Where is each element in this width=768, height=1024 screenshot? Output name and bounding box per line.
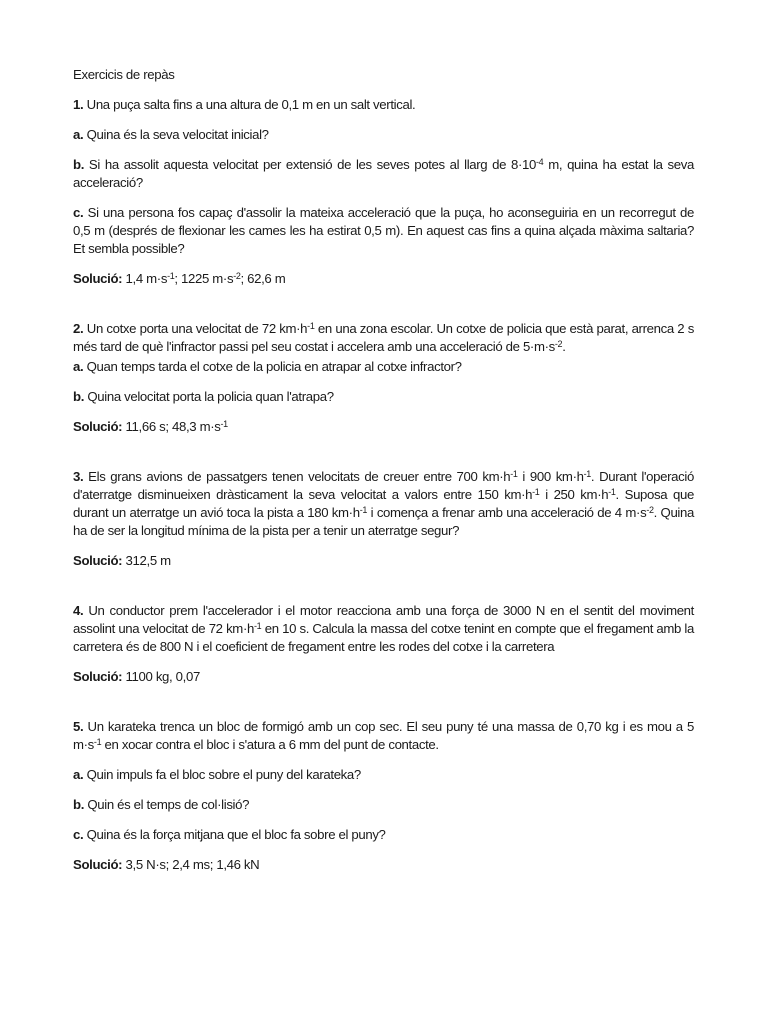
- part-text: Quin és el temps de col·lisió?: [87, 797, 250, 812]
- exponent: -1: [307, 321, 315, 331]
- exercise-text: Un cotxe porta una velocitat de 72 km·h: [86, 321, 308, 336]
- solution-line: [73, 552, 694, 570]
- question-a: [73, 358, 694, 376]
- solution-line: [73, 270, 694, 288]
- exercise-text: Els grans avions de passatgers tenen velocitats de creuer entre 700 km·h: [88, 469, 511, 484]
- part-text: Quin impuls fa el bloc sobre el puny del karateka?: [86, 767, 361, 782]
- part-label: c.: [73, 205, 84, 220]
- question-b: [73, 156, 694, 192]
- exercise-number: 2.: [73, 321, 84, 336]
- part-label: c.: [73, 827, 84, 842]
- exercise-number: 1.: [73, 97, 84, 112]
- exercise-statement: [73, 96, 694, 114]
- exponent: -1: [510, 469, 518, 479]
- solution-label: Solució:: [73, 857, 123, 872]
- exercise-number: 5.: [73, 719, 84, 734]
- part-label: a.: [73, 127, 84, 142]
- exercise-4: [73, 602, 694, 686]
- exercise-1: [73, 96, 694, 288]
- part-label: b.: [73, 389, 85, 404]
- exercise-text: Un karateka trenca un bloc de formigó amb un cop sec. El seu puny té una massa de 0,70 kg i es mou a 5 m·s: [73, 719, 694, 752]
- spacer: [73, 686, 694, 718]
- exercise-5: [73, 718, 694, 874]
- solution-line: [73, 418, 694, 436]
- spacer: [73, 288, 694, 320]
- question-a: [73, 126, 694, 144]
- exercise-text: . Durant l'operació d'aterratge disminueixen dràsticament la seva velocitat a valors entre 150 km·h: [73, 469, 694, 502]
- solution-label: Solució:: [73, 669, 123, 684]
- solution-label: Solució:: [73, 553, 123, 568]
- exercise-text: Una puça salta fins a una altura de 0,1 m en un salt vertical.: [86, 97, 416, 112]
- question-b: [73, 388, 694, 406]
- exercise-statement: [73, 718, 694, 754]
- exercise-text: en xocar contra el bloc i s'atura a 6 mm del punt de contacte.: [101, 737, 439, 752]
- exercise-statement: [73, 320, 694, 356]
- exercise-text: . Quina ha de ser la longitud mínima de la pista per a tenir un aterratge segur?: [73, 505, 694, 538]
- exercise-text: i 250 km·h: [539, 487, 609, 502]
- part-text: Si ha assolit aquesta velocitat per extensió de les seves potes al llarg de 8·10: [88, 157, 537, 172]
- part-text: m, quina ha estat la seva acceleració?: [73, 157, 694, 190]
- exponent: -1: [532, 487, 540, 497]
- solution-line: [73, 668, 694, 686]
- part-text: Si una persona fos capaç d'assolir la mateixa acceleració que la puça, ho aconseguiria en un recorregut de 0,5 m (després de flexionar les cames les ha estirat 0,5 m). En aquest cas fins a quina alçada màxima saltaria? Et sembla possible?: [73, 205, 694, 256]
- part-text: Quina és la força mitjana que el bloc fa sobre el puny?: [86, 827, 386, 842]
- exercise-text: i 900 km·h: [517, 469, 584, 484]
- exponent: -1: [220, 419, 228, 429]
- exponent: -2: [233, 271, 241, 281]
- solution-text: 1100 kg, 0,07: [125, 669, 200, 684]
- spacer: [73, 570, 694, 602]
- part-text: Quan temps tarda el cotxe de la policia en atrapar al cotxe infractor?: [86, 359, 462, 374]
- spacer: [73, 436, 694, 468]
- exercise-text: i comença a frenar amb una acceleració de 4 m·s: [367, 505, 647, 520]
- part-text: Quina velocitat porta la policia quan l'atrapa?: [87, 389, 334, 404]
- part-label: a.: [73, 767, 84, 782]
- solution-label: Solució:: [73, 271, 123, 286]
- exercise-number: 4.: [73, 603, 84, 618]
- exponent: -1: [359, 505, 368, 515]
- exercise-2: [73, 320, 694, 436]
- exponent: -4: [536, 157, 544, 167]
- solution-text: 1,4 m·s: [125, 271, 168, 286]
- exercise-text: en una zona escolar. Un cotxe de policia que està parat, arrenca 2 s més tard de què l'infractor passi pel seu costat i accelera amb una acceleració de 5·m·s: [73, 321, 694, 354]
- solution-text: ; 1225 m·s: [174, 271, 234, 286]
- exponent: -2: [646, 505, 654, 515]
- exponent: -1: [93, 737, 102, 747]
- document-title: Exercicis de repàs: [73, 67, 175, 82]
- question-c: [73, 204, 694, 258]
- exercise-3: [73, 468, 694, 570]
- solution-text: 312,5 m: [125, 553, 171, 568]
- part-label: b.: [73, 797, 85, 812]
- exercise-statement: [73, 602, 694, 656]
- part-text: Quina és la seva velocitat inicial?: [86, 127, 269, 142]
- part-label: b.: [73, 157, 85, 172]
- solution-label: Solució:: [73, 419, 123, 434]
- exponent: -1: [253, 621, 262, 631]
- exercise-statement: [73, 468, 694, 540]
- exercise-number: 3.: [73, 469, 84, 484]
- exercise-text: Un conductor prem l'accelerador i el motor reacciona amb una força de 3000 N en el sentit del moviment assolint una velocitat de 72 km·h: [73, 603, 694, 636]
- exponent: -1: [583, 469, 591, 479]
- solution-text: 11,66 s; 48,3 m·s: [125, 419, 221, 434]
- question-a: [73, 766, 694, 784]
- solution-text: 3,5 N·s; 2,4 ms; 1,46 kN: [125, 857, 260, 872]
- part-label: a.: [73, 359, 84, 374]
- solution-line: [73, 856, 694, 874]
- exponent: -2: [554, 339, 563, 349]
- exponent: -1: [608, 487, 616, 497]
- exercise-text: .: [562, 339, 566, 354]
- solution-text: ; 62,6 m: [240, 271, 286, 286]
- question-b: [73, 796, 694, 814]
- question-c: [73, 826, 694, 844]
- exponent: -1: [167, 271, 175, 281]
- exercise-text: en 10 s. Calcula la massa del cotxe tenint en compte que el fregament amb la carretera és de 800 N i el coeficient de fregament entre les rodes del cotxe i la carretera: [73, 621, 694, 654]
- exercise-text: . Suposa que durant un aterratge un avió toca la pista a 180 km·h: [73, 487, 694, 520]
